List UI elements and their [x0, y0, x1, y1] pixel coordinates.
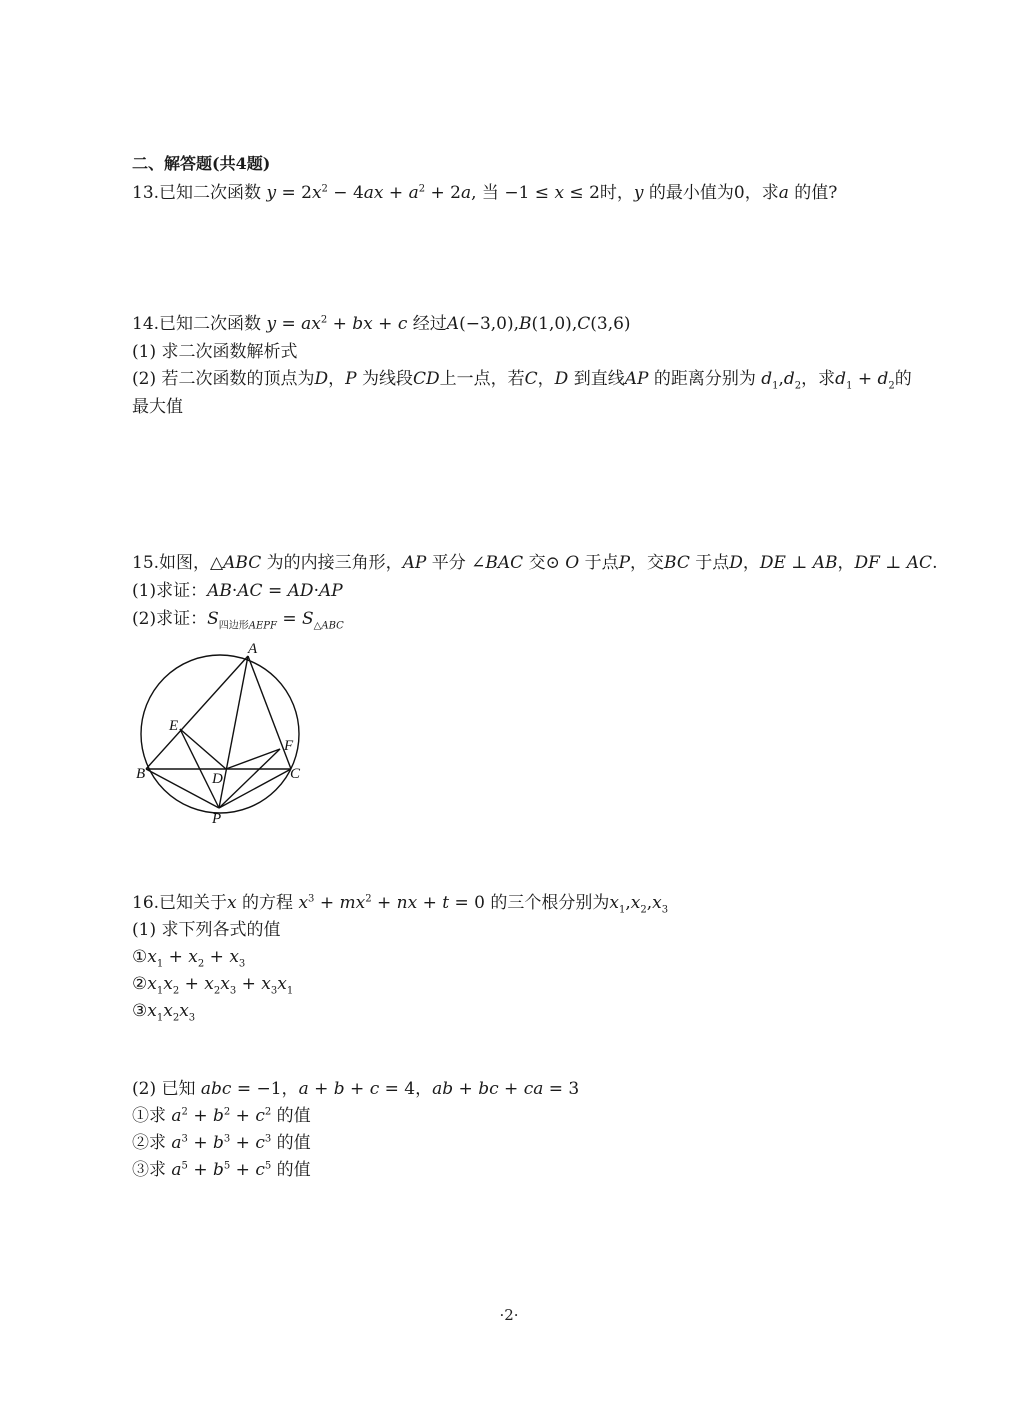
q16-part1-item1: $①x_1 + x_2 + x_3$ [132, 947, 246, 970]
geometry-figure [125, 638, 310, 833]
label-b: B [136, 766, 146, 782]
q14-number: 14. [132, 314, 160, 334]
q15-number: 15. [132, 553, 160, 573]
segment-ap [219, 656, 248, 808]
q16-number: 16. [132, 893, 160, 913]
q14-part1: (1) 求二次函数解析式 [132, 342, 298, 362]
question-13: 13.已知二次函数 $y = 2x^2 - 4ax + a^2 + 2a$, 当 −1 ≤ x ≤ 2时，y 的最小值为0，求a 的值? [132, 183, 838, 203]
question-14: 14.已知二次函数 $y = ax^2$ + bx + c 经过A(−3,0),B(1,0),C(3,6) [132, 314, 631, 334]
q16-part1-item3: $③x_1x_2x_3$ [132, 1001, 196, 1024]
segment-de [180, 729, 226, 769]
section-title: 二、解答题(共4题) [132, 154, 271, 173]
label-f: F [284, 738, 294, 754]
label-a: A [248, 641, 258, 657]
circle-o [141, 655, 299, 813]
label-c: C [290, 766, 301, 782]
q16-part2-item3: ③求 $a^5 + b^5 + c^5$ 的值 [132, 1160, 311, 1180]
q16-part1: (1) 求下列各式的值 [132, 920, 281, 940]
q15-part2: (2)求证：$S_{四边形AEPF} = S_{\triangle ABC}$ [132, 609, 344, 632]
q16-part2-item1: ①求 $a^2 + b^2 + c^2$ 的值 [132, 1106, 311, 1126]
label-d: D [212, 771, 223, 787]
label-p: P [212, 811, 222, 827]
q16-part1-item2: $②x_1x_2 + x_2x_3 + x_3x_1$ [132, 974, 294, 997]
segment-bp [146, 769, 219, 808]
question-15: 15.如图，△ABC 为的内接三角形，AP 平分 ∠BAC 交⊙ O 于点P，交BC 于点D，DE ⊥ AB，DF ⊥ AC. [132, 553, 938, 573]
question-16: 16.已知关于x 的方程 $x^3 + mx^2$ + nx + t = 0 的三个根分别为$x_1,x_2,x_3$ [132, 893, 669, 916]
segment-df [226, 749, 280, 769]
q15-part1: (1)求证：AB·AC = AD·AP [132, 581, 343, 601]
label-e: E [169, 718, 179, 734]
segment-ab [146, 656, 248, 769]
page-number: ·2· [499, 1306, 519, 1324]
q14-part2-cont: 最大值 [132, 397, 183, 417]
q16-part2: (2) 已知 abc = −1，a + b + c = 4，ab + bc + ca = 3 [132, 1079, 580, 1099]
q14-part2: (2) 若二次函数的顶点为D，P 为线段CD上一点，若C，D 到直线AP 的距离分别为 $d_1,d_2$，求$d_1 + d_2$的 [132, 369, 912, 392]
q16-part2-item2: ②求 $a^3 + b^3 + c^3$ 的值 [132, 1133, 311, 1153]
q13-number: 13. [132, 183, 160, 203]
segment-cp [219, 769, 291, 808]
